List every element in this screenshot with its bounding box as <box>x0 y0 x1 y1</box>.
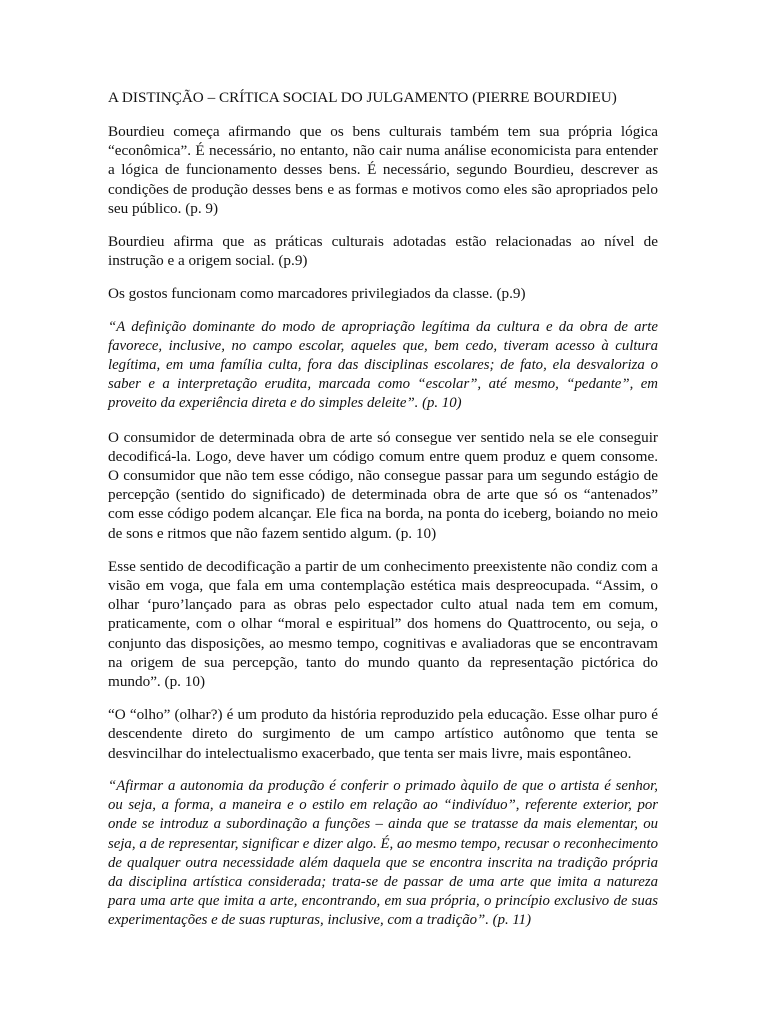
paragraph-consumer: O consumidor de determinada obra de arte só consegue ver sentido nela se ele conseguir decodificá-la. Logo, deve haver um código comum entre quem produz e quem consome. O consumidor que não tem esse código, não consegue passar para um segundo estágio de percepção (sentido do significado) de determinada obra de arte que só os “antenados” com esse código podem alcançar. Ele fica na borda, na ponta do iceberg, boiando no meio de sons e ritmos que não fazem sentido algum. (p. 10) <box>108 428 658 542</box>
quote-dominant-definition: “A definição dominante do modo de apropriação legítima da cultura e da obra de arte favorece, inclusive, no campo escolar, aqueles que, bem cedo, tiveram acesso à cultura legítima, em uma família culta, fora das disciplinas escolares; de fato, ela desvaloriza o saber e a interpretação erudita, marcada como “escolar”, até mesmo, “pedante”, em proveito da experiência direta e do simples deleite”. (p. 10) <box>108 318 658 412</box>
document-page <box>108 88 658 945</box>
document-title: A DISTINÇÃO – CRÍTICA SOCIAL DO JULGAMENTO (PIERRE BOURDIEU) <box>108 89 617 106</box>
paragraph-tastes: Os gostos funcionam como marcadores privilegiados da classe. (p.9) <box>108 285 526 303</box>
paragraph-decoding: Esse sentido de decodificação a partir de um conhecimento preexistente não condiz com a visão em voga, que fala em uma contemplação estética mais despreocupada. “Assim, o olhar ‘puro’lançado para as obras pelo espectador culto atual nada tem em comum, praticamente, com o olhar “moral e espiritual” dos homens do Quattrocento, ou seja, o conjunto das disposições, ao mesmo tempo, cognitivas e avaliadoras que se encontravam na origem de sua percepção, tanto do mundo quanto da representação pictórica do mundo”. (p. 10) <box>108 557 658 691</box>
paragraph-intro: Bourdieu começa afirmando que os bens culturais também tem sua própria lógica “econômica”. É necessário, no entanto, não cair numa análise economicista para entender a lógica de funcionamento desses bens. É necessário, segundo Bourdieu, descrever as condições de produção desses bens e as formas e motivos como eles são apropriados pelo seu público. (p. 9) <box>108 123 658 217</box>
quote-autonomy: “Afirmar a autonomia da produção é conferir o primado àquilo de que o artista é senhor, ou seja, a forma, a maneira e o estilo em relação ao “indivíduo”, referente exterior, por onde se introduz a subordinação a funções – ainda que se tratasse da mais elementar, ou seja, a de representar, significar e dizer algo. É, ao mesmo tempo, recusar o reconhecimento de qualquer outra necessidade além daquela que se encontra inscrita na tradição própria da disciplina artística considerada; trata-se de passar de uma arte que imita a natureza para uma arte que imita a arte, encontrando, em sua própria, o princípio exclusivo de suas experimentações e de suas rupturas, inclusive, com a tradição”. (p. 11) <box>108 777 658 929</box>
paragraph-practices: Bourdieu afirma que as práticas culturais adotadas estão relacionadas ao nível de instrução e a origem social. (p.9) <box>108 233 658 270</box>
paragraph-eye: “O “olho” (olhar?) é um produto da história reproduzido pela educação. Esse olhar puro é descendente direto do surgimento de um campo artístico autônomo que tenta se desvincilhar do intelectualismo exacerbado, que tenta ser mais livre, mais espontâneo. <box>108 706 658 762</box>
